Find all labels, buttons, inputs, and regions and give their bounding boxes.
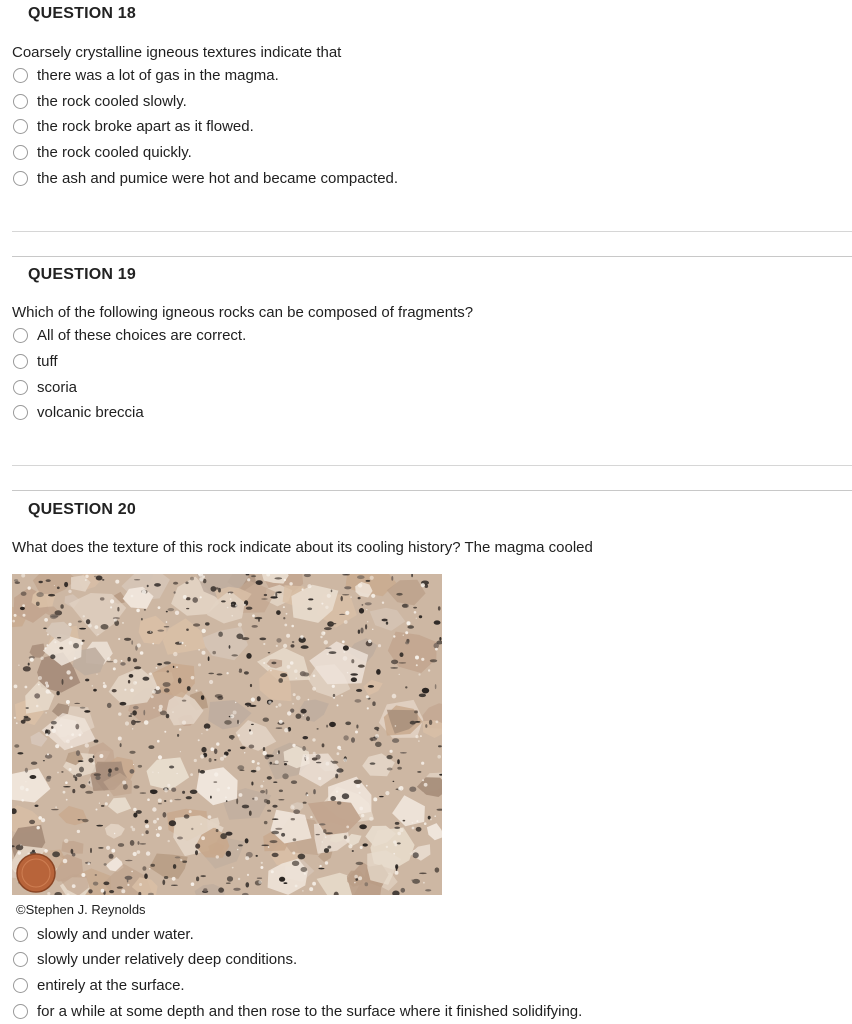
option-label: slowly under relatively deep conditions. <box>37 950 298 968</box>
q19-option-3[interactable] <box>13 377 77 397</box>
question-20-header: QUESTION 20 <box>28 501 137 518</box>
option-label: All of these choices are correct. <box>37 326 247 344</box>
q18-option-5[interactable] <box>13 168 398 188</box>
option-label: the rock cooled quickly. <box>37 143 192 161</box>
radio-button[interactable] <box>13 380 28 395</box>
option-label: for a while at some depth and then rose to the surface where it finished solidifying. <box>37 1002 583 1020</box>
option-label: the rock cooled slowly. <box>37 92 187 110</box>
penny-scale <box>17 854 55 892</box>
radio-button[interactable] <box>13 354 28 369</box>
question-18-header: QUESTION 18 <box>28 5 137 22</box>
option-label: entirely at the surface. <box>37 976 185 994</box>
q20-option-2[interactable] <box>13 949 297 969</box>
question-19-header: QUESTION 19 <box>28 266 137 283</box>
option-label: scoria <box>37 378 78 396</box>
option-label: there was a lot of gas in the magma. <box>37 66 279 84</box>
radio-button[interactable] <box>13 405 28 420</box>
question-19-prompt: Which of the following igneous rocks can be composed of fragments? <box>12 304 474 321</box>
radio-button[interactable] <box>13 145 28 160</box>
divider <box>12 231 852 232</box>
option-label: slowly and under water. <box>37 925 194 943</box>
q18-option-2[interactable] <box>13 91 187 111</box>
q20-option-4[interactable] <box>13 1001 582 1021</box>
image-credit: ©Stephen J. Reynolds <box>16 902 146 917</box>
radio-button[interactable] <box>13 94 28 109</box>
granite-rock-image <box>12 574 442 895</box>
q18-option-4[interactable] <box>13 142 192 162</box>
radio-button[interactable] <box>13 927 28 942</box>
radio-button[interactable] <box>13 978 28 993</box>
divider <box>12 256 852 257</box>
option-label: the ash and pumice were hot and became compacted. <box>37 169 399 187</box>
q19-option-2[interactable] <box>13 351 58 371</box>
radio-button[interactable] <box>13 119 28 134</box>
radio-button[interactable] <box>13 952 28 967</box>
option-label: volcanic breccia <box>37 403 144 421</box>
question-20-prompt: What does the texture of this rock indicate about its cooling history? The magma cooled <box>12 539 593 556</box>
radio-button[interactable] <box>13 171 28 186</box>
q19-option-1[interactable] <box>13 325 246 345</box>
option-label: the rock broke apart as it flowed. <box>37 117 254 135</box>
radio-button[interactable] <box>13 68 28 83</box>
q19-option-4[interactable] <box>13 402 144 422</box>
radio-button[interactable] <box>13 1004 28 1019</box>
divider <box>12 465 852 466</box>
q20-option-1[interactable] <box>13 924 194 944</box>
radio-button[interactable] <box>13 328 28 343</box>
divider <box>12 490 852 491</box>
question-18-prompt: Coarsely crystalline igneous textures indicate that <box>12 44 342 61</box>
q18-option-3[interactable] <box>13 116 254 136</box>
q20-option-3[interactable] <box>13 975 185 995</box>
q18-option-1[interactable] <box>13 65 279 85</box>
option-label: tuff <box>37 352 58 370</box>
rock-texture <box>12 574 442 895</box>
